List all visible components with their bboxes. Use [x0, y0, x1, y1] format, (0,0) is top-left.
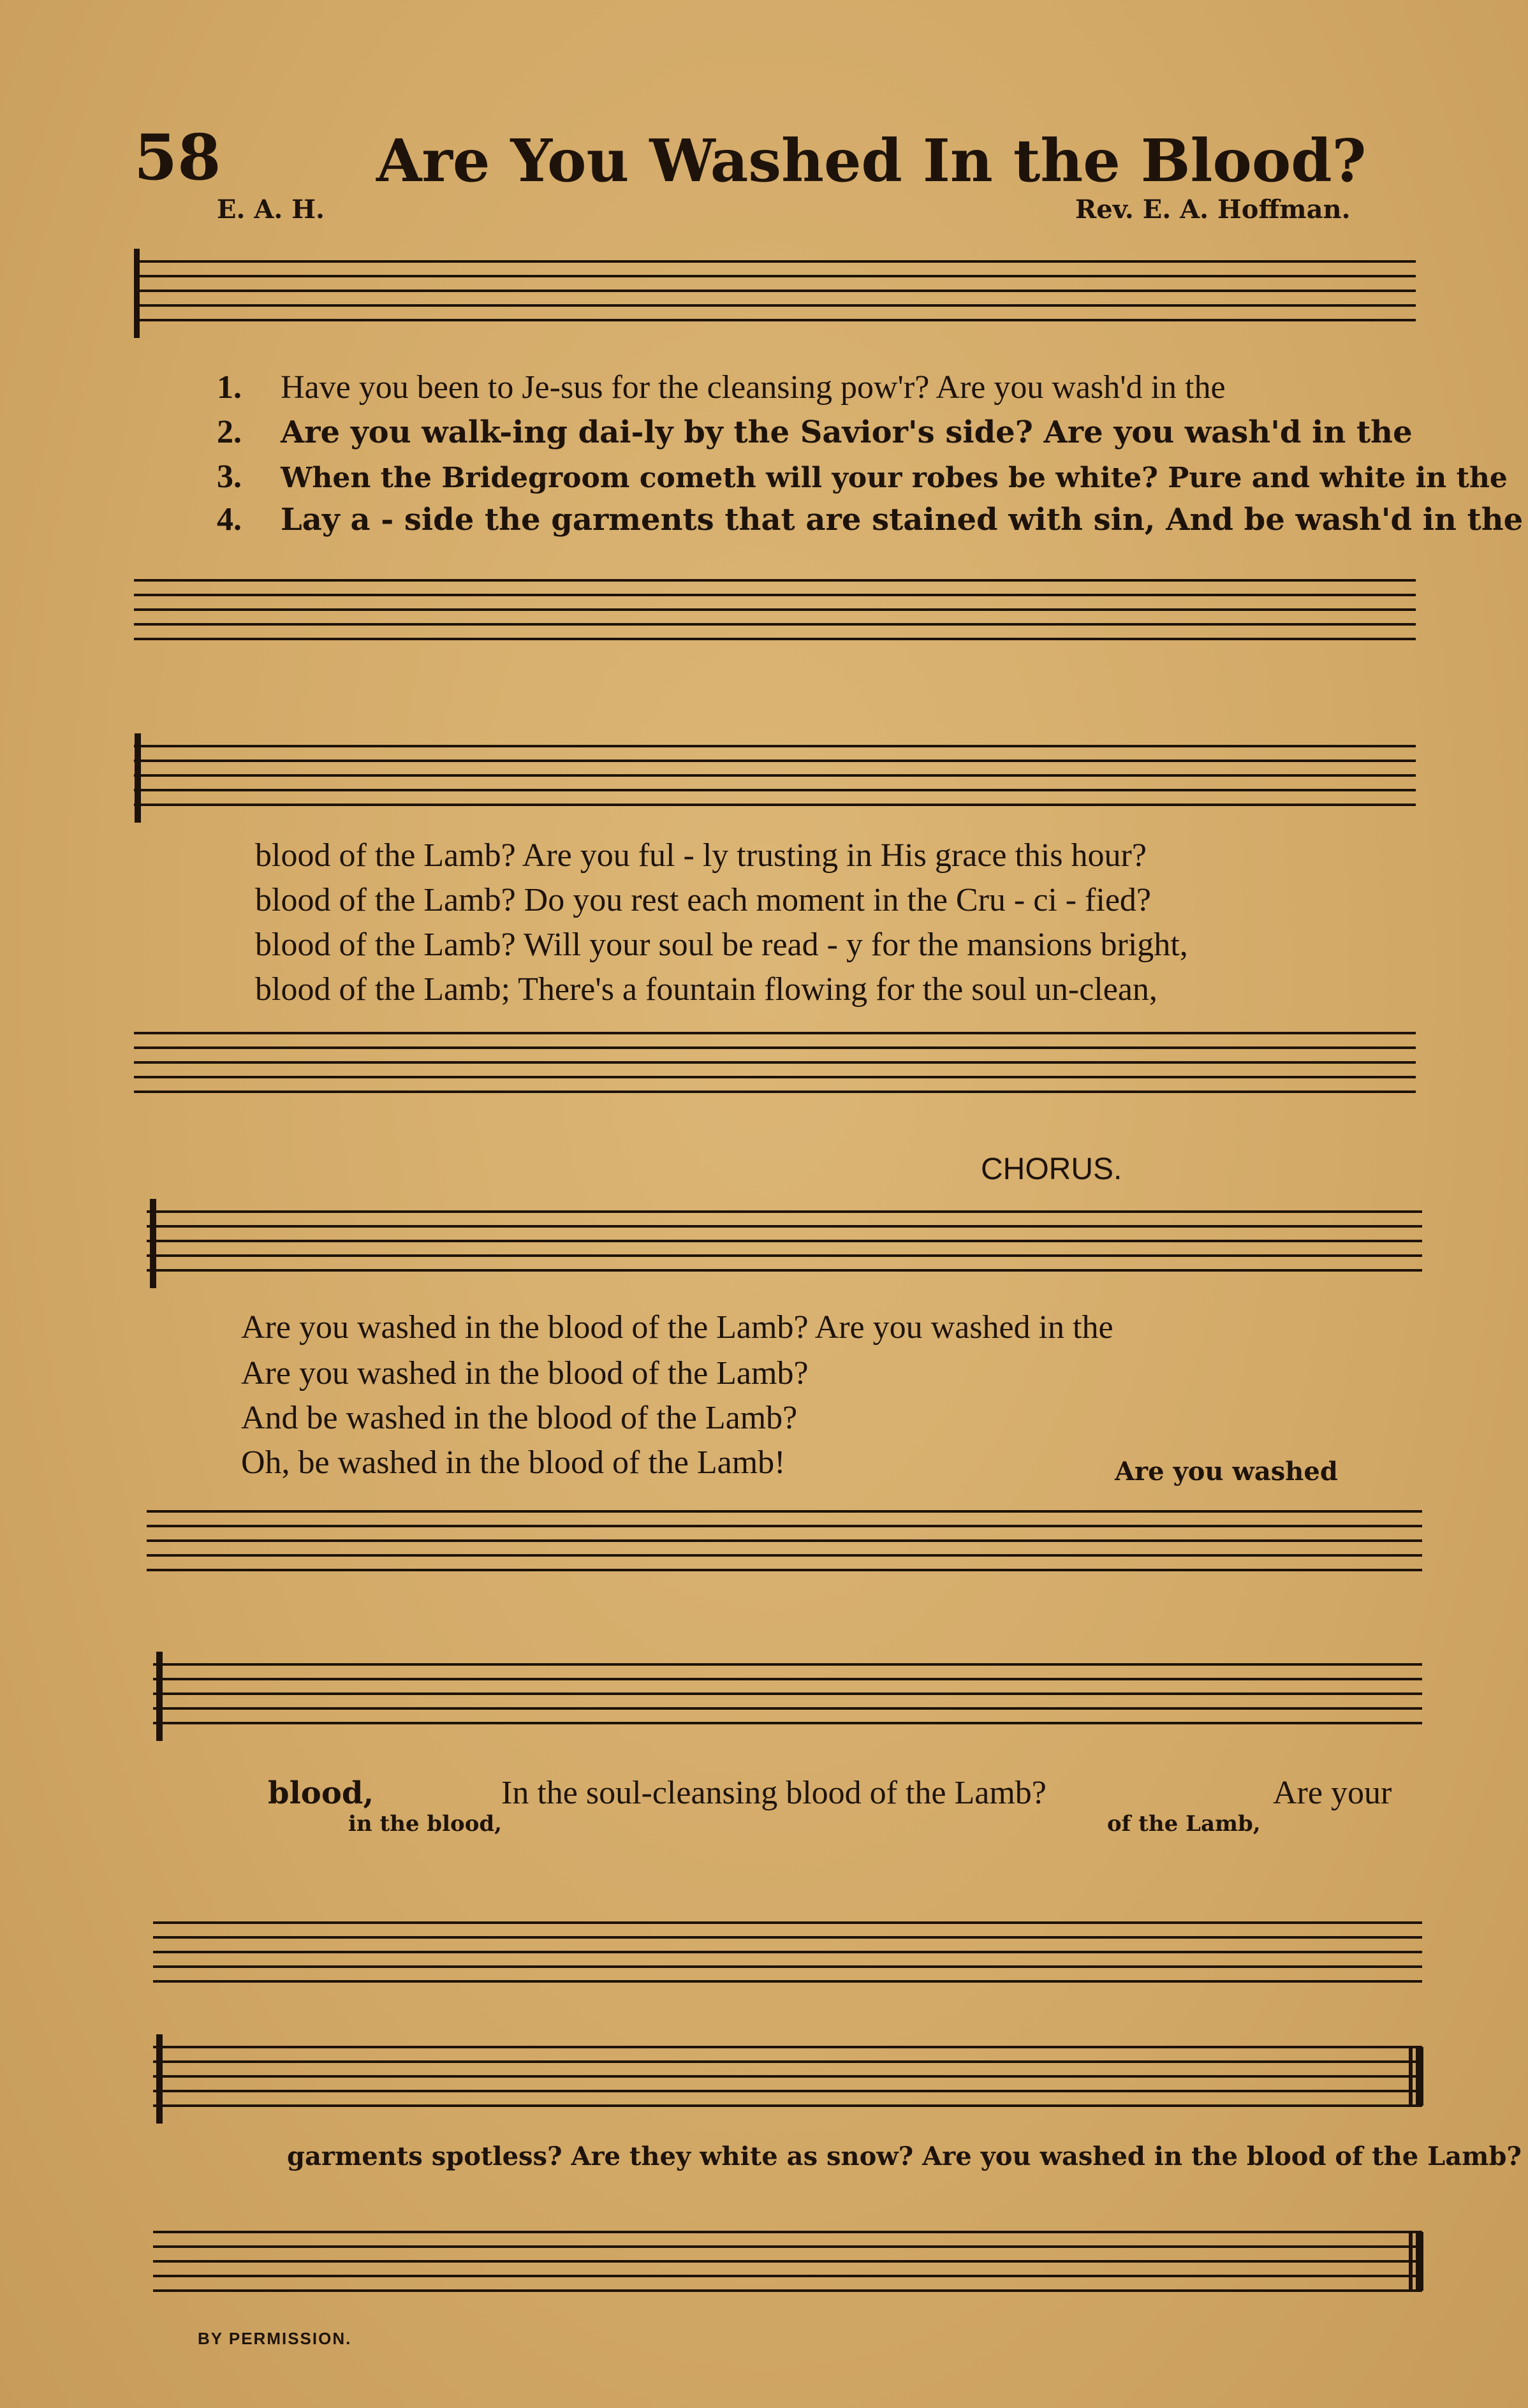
- chorus-alt-line-2: And be washed in the blood of the Lamb?: [241, 1400, 798, 1436]
- chorus-alt-line-3: Oh, be washed in the blood of the Lamb!: [241, 1444, 786, 1481]
- verse-number: 3.: [217, 459, 242, 495]
- verse-3-line-1: 3. When the Bridegroom cometh will your robes be white? Pure and white in the: [217, 459, 1508, 495]
- treble-staff-system-5: [153, 2034, 1429, 2124]
- verse-4-line-2: blood of the Lamb; There's a fountain flowing for the soul un-clean,: [255, 971, 1157, 1008]
- hymn-title: Are You Washed In the Blood?: [376, 126, 1367, 195]
- hymn-number: 58: [134, 121, 221, 195]
- verse-1-line-2: blood of the Lamb? Are you ful - ly trusting in His grace this hour?: [255, 837, 1147, 874]
- chorus-label: CHORUS.: [981, 1152, 1122, 1186]
- bass-echo-2: in the blood,: [348, 1811, 503, 1837]
- bass-staff-system-3: [147, 1499, 1429, 1588]
- verse-2-line-1: 2. Are you walk-ing dai-ly by the Savior's side? Are you wash'd in the: [217, 414, 1413, 450]
- verse-number: 1.: [217, 369, 242, 406]
- chorus-line-2-middle: In the soul-cleansing blood of the Lamb?: [501, 1775, 1047, 1811]
- verse-1-line-1: 1. Have you been to Je-sus for the cleansing pow'r? Are you wash'd in the: [217, 369, 1226, 406]
- bass-staff-system-1: [134, 568, 1422, 657]
- bass-staff-system-2: [134, 1020, 1422, 1110]
- treble-staff-system-3: [147, 1199, 1429, 1288]
- chorus-line-3: garments spotless? Are they white as snow? Are you washed in the blood of the Lamb?: [287, 2141, 1522, 2171]
- verse-number: 2.: [217, 414, 242, 450]
- chorus-line-2-start: blood,: [268, 1775, 374, 1811]
- verse-3-line-2: blood of the Lamb? Will your soul be read - y for the mansions bright,: [255, 927, 1188, 963]
- composer-credit: E. A. H.: [217, 195, 325, 224]
- treble-staff-system-1: [134, 236, 1422, 338]
- bass-staff-system-5: [153, 2219, 1429, 2309]
- verse-4-line-1: 4. Lay a - side the garments that are stained with sin, And be wash'd in the: [217, 501, 1524, 538]
- bass-echo-3: of the Lamb,: [1107, 1811, 1261, 1837]
- author-credit: Rev. E. A. Hoffman.: [1075, 195, 1351, 224]
- treble-staff-system-2: [134, 733, 1422, 823]
- verse-2-line-2: blood of the Lamb? Do you rest each moment in the Cru - ci - fied?: [255, 882, 1152, 918]
- bass-staff-system-4: [153, 1910, 1429, 1999]
- verse-number: 4.: [217, 501, 242, 538]
- chorus-line-1: Are you washed in the blood of the Lamb? Are you washed in the: [241, 1309, 1113, 1346]
- treble-staff-system-4: [153, 1652, 1429, 1741]
- chorus-alt-line-1: Are you washed in the blood of the Lamb?: [241, 1355, 809, 1391]
- permission-note: BY PERMISSION.: [198, 2329, 352, 2348]
- chorus-line-2-end: Are your: [1273, 1775, 1392, 1811]
- bass-echo-1: Are you washed: [1115, 1457, 1338, 1487]
